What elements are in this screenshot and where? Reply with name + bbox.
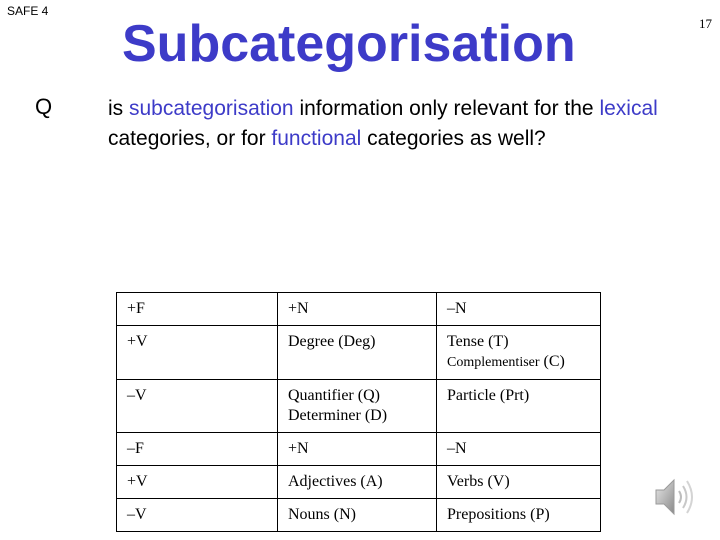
table-cell: Adjectives (A)	[278, 466, 437, 499]
table-cell: +V	[117, 326, 278, 380]
table-row	[117, 380, 601, 433]
table-cell: –N	[437, 293, 601, 326]
question-keyword: functional	[271, 127, 362, 150]
table-row	[117, 466, 601, 499]
table-row	[117, 499, 601, 532]
table-row	[117, 293, 601, 326]
question-part: information only relevant for the	[293, 97, 600, 120]
feature-table	[116, 292, 601, 532]
table-cell: +V	[117, 466, 278, 499]
table-cell: Nouns (N)	[278, 499, 437, 532]
cell-text: (C)	[539, 353, 565, 370]
table-cell: Verbs (V)	[437, 466, 601, 499]
table-cell	[278, 380, 437, 433]
cell-line	[447, 352, 590, 373]
cell-line: Determiner (D)	[288, 407, 388, 424]
question-text	[108, 94, 698, 154]
cell-line: Quantifier (Q)	[288, 387, 380, 404]
table-cell: Prepositions (P)	[437, 499, 601, 532]
table-cell: –N	[437, 433, 601, 466]
speaker-icon[interactable]	[652, 470, 700, 524]
question-label: Q	[35, 94, 53, 119]
question-keyword: subcategorisation	[129, 97, 294, 120]
cell-text: Complementiser	[447, 355, 540, 370]
question-part: is	[108, 97, 129, 120]
table-cell: +N	[278, 293, 437, 326]
table-cell: +N	[278, 433, 437, 466]
slide-title: Subcategorisation	[122, 15, 576, 73]
table-cell: Degree (Deg)	[278, 326, 437, 380]
table-cell: –V	[117, 499, 278, 532]
question-part: categories, or for	[108, 127, 272, 150]
table-cell	[437, 326, 601, 380]
page-number: 17	[699, 16, 712, 31]
question-keyword: lexical	[599, 97, 658, 120]
question-part: categories as well?	[361, 127, 546, 150]
table-cell: –F	[117, 433, 278, 466]
cell-line: Tense (T)	[447, 333, 509, 350]
deck-label: SAFE 4	[7, 4, 49, 18]
table-row	[117, 433, 601, 466]
table-cell: –V	[117, 380, 278, 433]
table-cell: Particle (Prt)	[437, 380, 601, 433]
table-cell: +F	[117, 293, 278, 326]
table-row	[117, 326, 601, 380]
